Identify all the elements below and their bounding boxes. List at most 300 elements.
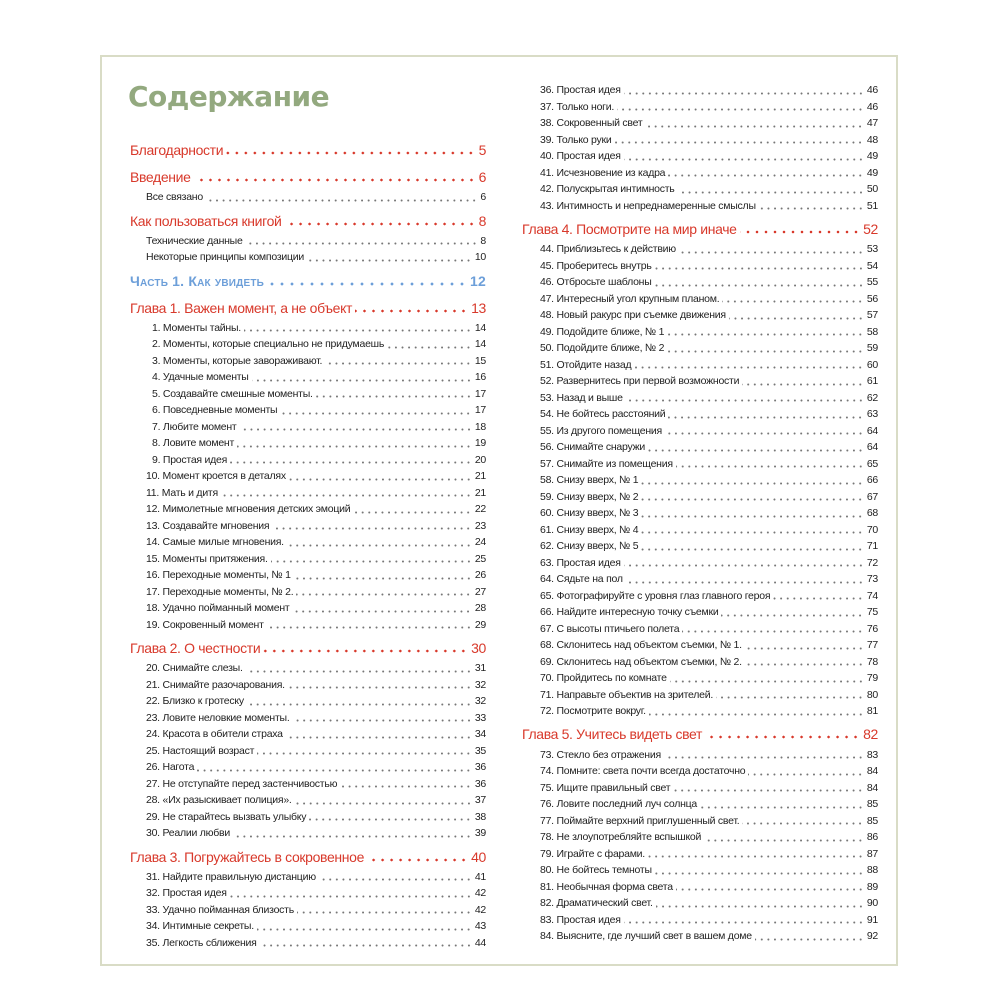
toc-entry[interactable] bbox=[130, 902, 486, 919]
leader-dots bbox=[319, 878, 472, 881]
toc-entry-title: 76. Ловите последний луч солнца bbox=[540, 798, 697, 810]
toc-entry-title: 44. Приблизьтесь к действию bbox=[540, 243, 676, 255]
toc-entry[interactable] bbox=[130, 369, 486, 386]
leader-dots bbox=[246, 242, 478, 245]
toc-entry[interactable] bbox=[130, 935, 486, 952]
toc-entry[interactable] bbox=[130, 809, 486, 826]
leader-dots bbox=[700, 806, 864, 809]
toc-entry[interactable] bbox=[522, 554, 878, 571]
toc-page-number: 68 bbox=[866, 507, 878, 519]
toc-entry-title: 75. Ищите правильный свет bbox=[540, 781, 671, 794]
toc-page-number: 49 bbox=[866, 150, 878, 162]
leader-dots bbox=[655, 284, 864, 287]
toc-entry[interactable] bbox=[522, 439, 878, 456]
toc-entry-title: 40. Простая идея bbox=[540, 150, 621, 162]
toc-entry-title: 32. Простая идея bbox=[146, 887, 227, 900]
toc-entry-title: 78. Не злоупотребляйте вспышкой bbox=[540, 831, 702, 843]
toc-entry[interactable] bbox=[522, 241, 878, 258]
toc-entry[interactable] bbox=[130, 759, 486, 776]
toc-page-number: 65 bbox=[866, 457, 878, 470]
leader-dots bbox=[309, 818, 472, 821]
toc-page-number: 81 bbox=[866, 705, 878, 717]
toc-entry[interactable] bbox=[522, 796, 878, 813]
toc-page-number: 74 bbox=[866, 589, 878, 602]
toc-entry-title: Глава 1. Важен момент, а не объект bbox=[130, 299, 353, 316]
toc-entry-title: 59. Снизу вверх, № 2 bbox=[540, 490, 639, 503]
leader-dots bbox=[664, 756, 864, 759]
toc-entry-title: Благодарности bbox=[130, 142, 224, 158]
toc-page-number: 44 bbox=[474, 936, 486, 949]
toc-page-number: 17 bbox=[474, 387, 486, 400]
toc-entry-title: 47. Интересный угол крупным планом. bbox=[540, 292, 720, 305]
toc-entry[interactable] bbox=[522, 505, 878, 522]
toc-page-number: 25 bbox=[474, 552, 486, 565]
toc-entry-title: 20. Снимайте слезы. bbox=[146, 662, 243, 675]
toc-page-number: 36 bbox=[474, 777, 486, 790]
toc-page-number: 40 bbox=[471, 848, 486, 865]
toc-entry[interactable] bbox=[130, 336, 486, 353]
leader-dots bbox=[670, 680, 864, 683]
toc-entry-title: 58. Снизу вверх, № 1 bbox=[540, 474, 639, 486]
toc-entry-title: 7. Любите момент bbox=[152, 420, 237, 433]
toc-page-number: 27 bbox=[474, 585, 486, 598]
toc-page-number: 29 bbox=[474, 618, 486, 631]
toc-entry[interactable] bbox=[522, 587, 878, 604]
toc-page-number: 12 bbox=[470, 272, 486, 289]
toc-page-number: 32 bbox=[474, 678, 486, 691]
toc-part-heading[interactable] bbox=[130, 269, 486, 293]
leader-dots bbox=[286, 736, 472, 739]
toc-entry[interactable] bbox=[522, 422, 878, 439]
toc-entry-title: 10. Момент кроется в деталях bbox=[146, 470, 286, 483]
leader-dots bbox=[387, 346, 472, 349]
toc-entry-title: 38. Сокровенный свет bbox=[540, 117, 643, 129]
toc-entry[interactable] bbox=[522, 878, 878, 895]
toc-entry[interactable] bbox=[522, 686, 878, 703]
toc-entry-title: 55. Из другого помещения bbox=[540, 424, 662, 437]
toc-entry[interactable] bbox=[522, 290, 878, 307]
toc-entry-title: 67. С высоты птичьего полета bbox=[540, 622, 680, 635]
leader-dots bbox=[624, 564, 864, 567]
toc-column-left bbox=[130, 138, 486, 951]
leader-dots bbox=[759, 207, 864, 210]
toc-entry[interactable] bbox=[522, 746, 878, 763]
toc-entry-title: 28. «Их разыскивает полиция». bbox=[146, 794, 292, 807]
toc-entry-title: 15. Моменты притяжения. bbox=[146, 552, 268, 565]
toc-entry[interactable] bbox=[522, 340, 878, 357]
leader-dots bbox=[624, 158, 864, 161]
toc-entry[interactable] bbox=[522, 406, 878, 423]
toc-entry-title: 13. Создавайте мгновения bbox=[146, 519, 270, 532]
toc-page-number: 59 bbox=[866, 342, 878, 354]
toc-entry[interactable] bbox=[522, 604, 878, 621]
toc-entry[interactable] bbox=[522, 131, 878, 148]
toc-page-number: 23 bbox=[474, 519, 486, 532]
toc-entry-title: 1. Моменты тайны. bbox=[152, 321, 241, 334]
toc-entry-title: 63. Простая идея bbox=[540, 556, 621, 569]
leader-dots bbox=[221, 494, 472, 497]
toc-page-number: 32 bbox=[474, 695, 486, 708]
leader-dots bbox=[367, 858, 468, 862]
toc-entry[interactable] bbox=[130, 419, 486, 436]
toc-chapter-heading[interactable] bbox=[522, 722, 878, 746]
toc-entry-title: 41. Исчезновение из кадра bbox=[540, 166, 666, 179]
toc-entry[interactable] bbox=[130, 743, 486, 760]
toc-page-number: 52 bbox=[863, 220, 878, 237]
leader-dots bbox=[285, 222, 476, 226]
toc-entry-title: 25. Настоящий возраст bbox=[146, 744, 255, 757]
toc-entry[interactable] bbox=[522, 488, 878, 505]
toc-entry-title: 56. Снимайте снаружи bbox=[540, 441, 645, 453]
toc-entry-title: Все связано bbox=[146, 191, 203, 204]
toc-entry[interactable] bbox=[522, 257, 878, 274]
leader-dots bbox=[742, 383, 864, 386]
toc-entry[interactable] bbox=[522, 653, 878, 670]
toc-entry[interactable] bbox=[522, 928, 878, 945]
toc-entry-title: 36. Простая идея bbox=[540, 84, 621, 96]
leader-dots bbox=[655, 872, 864, 875]
toc-entry-title: 66. Найдите интересную точку съемки bbox=[540, 606, 719, 618]
toc-entry-title: 34. Интимные секреты. bbox=[146, 920, 254, 933]
toc-page-number: 20 bbox=[474, 453, 486, 466]
leader-dots bbox=[340, 785, 472, 788]
toc-entry[interactable] bbox=[522, 895, 878, 912]
leader-dots bbox=[292, 610, 471, 613]
leader-dots bbox=[293, 719, 472, 722]
leader-dots bbox=[673, 789, 864, 792]
toc-page-number: 55 bbox=[866, 276, 878, 288]
leader-dots bbox=[280, 412, 471, 415]
toc-entry[interactable] bbox=[130, 452, 486, 469]
toc-page-number: 21 bbox=[474, 486, 486, 499]
toc-entry[interactable] bbox=[130, 600, 486, 617]
toc-entry[interactable] bbox=[522, 197, 878, 214]
toc-entry-title: Глава 3. Погружайтесь в сокровенное bbox=[130, 848, 365, 865]
toc-entry[interactable] bbox=[522, 812, 878, 829]
toc-entry[interactable] bbox=[522, 115, 878, 132]
toc-entry-title: 70. Пройдитесь по комнате bbox=[540, 672, 667, 684]
leader-dots bbox=[676, 465, 864, 468]
toc-entry[interactable] bbox=[130, 693, 486, 710]
toc-page-number: 8 bbox=[478, 212, 486, 229]
toc-entry-title: 62. Снизу вверх, № 5 bbox=[540, 540, 639, 552]
toc-entry-title: 24. Красота в обители страха bbox=[146, 728, 283, 741]
toc-chapter-heading[interactable] bbox=[130, 845, 486, 869]
toc-entry[interactable] bbox=[522, 373, 878, 390]
toc-entry-title: 39. Только руки bbox=[540, 133, 612, 146]
toc-entry[interactable] bbox=[130, 792, 486, 809]
toc-entry[interactable] bbox=[130, 617, 486, 634]
toc-page-number: 75 bbox=[866, 606, 878, 618]
leader-dots bbox=[667, 350, 864, 353]
toc-page-number: 82 bbox=[863, 726, 878, 743]
leader-dots bbox=[740, 230, 861, 234]
toc-page-number: 14 bbox=[474, 338, 486, 351]
toc-entry-title: 73. Стекло без отражения bbox=[540, 748, 661, 761]
toc-page-number: 62 bbox=[866, 391, 878, 404]
toc-entry[interactable] bbox=[522, 164, 878, 181]
leader-dots bbox=[353, 511, 471, 514]
toc-page-number: 36 bbox=[474, 761, 486, 774]
toc-entry-title: Как пользоваться книгой bbox=[130, 212, 282, 229]
toc-entry[interactable] bbox=[130, 825, 486, 842]
toc-entry-title: 57. Снимайте из помещения bbox=[540, 457, 673, 470]
toc-page-number: 84 bbox=[866, 765, 878, 777]
toc-entry-title: 26. Нагота bbox=[146, 761, 195, 774]
toc-entry[interactable] bbox=[130, 551, 486, 568]
toc-page-number: 18 bbox=[474, 420, 486, 433]
toc-entry-title: Введение bbox=[130, 169, 191, 185]
toc-entry-title: 4. Удачные моменты bbox=[152, 371, 249, 384]
toc-entry-title: 50. Подойдите ближе, № 2 bbox=[540, 342, 665, 354]
leader-dots bbox=[704, 839, 864, 842]
toc-entry-title: 21. Снимайте разочарования. bbox=[146, 678, 285, 691]
toc-page-number: 6 bbox=[478, 169, 486, 185]
toc-entry[interactable] bbox=[522, 98, 878, 115]
toc-chapter-heading[interactable] bbox=[130, 296, 486, 320]
toc-entry[interactable] bbox=[522, 323, 878, 340]
toc-chapter-heading[interactable] bbox=[130, 636, 486, 660]
leader-dots bbox=[678, 191, 864, 194]
toc-page-number: 38 bbox=[474, 810, 486, 823]
toc-entry-title: Глава 4. Посмотрите на мир иначе bbox=[522, 220, 737, 237]
toc-entry-title: 31. Найдите правильную дистанцию bbox=[146, 870, 316, 883]
toc-page-number: 83 bbox=[866, 748, 878, 761]
leader-dots bbox=[682, 630, 863, 633]
toc-entry[interactable] bbox=[522, 845, 878, 862]
toc-entry[interactable] bbox=[522, 620, 878, 637]
leader-dots bbox=[230, 895, 472, 898]
toc-entry[interactable] bbox=[522, 763, 878, 780]
toc-page-number: 88 bbox=[866, 864, 878, 876]
leader-dots bbox=[742, 822, 863, 825]
leader-dots bbox=[233, 835, 472, 838]
toc-entry[interactable] bbox=[522, 82, 878, 99]
toc-entry-title: 22. Близко к гротеску bbox=[146, 695, 244, 708]
leader-dots bbox=[745, 647, 864, 650]
toc-page-number: 58 bbox=[866, 325, 878, 338]
toc-entry[interactable] bbox=[522, 307, 878, 324]
leader-dots bbox=[244, 329, 472, 332]
toc-entry-title: 49. Подойдите ближе, № 1 bbox=[540, 325, 665, 338]
toc-entry[interactable] bbox=[130, 584, 486, 601]
toc-entry[interactable] bbox=[130, 320, 486, 337]
toc-entry-title: 3. Моменты, которые завораживают. bbox=[152, 354, 323, 367]
toc-entry-title: 27. Не отступайте перед застенчивостью bbox=[146, 777, 338, 790]
toc-entry[interactable] bbox=[522, 521, 878, 538]
toc-page-number: 49 bbox=[866, 166, 878, 179]
toc-entry[interactable] bbox=[130, 386, 486, 403]
toc-page-number: 37 bbox=[474, 794, 486, 807]
leader-dots bbox=[267, 626, 472, 629]
toc-entry[interactable] bbox=[130, 435, 486, 452]
leader-dots bbox=[668, 416, 863, 419]
leader-dots bbox=[288, 686, 472, 689]
leader-dots bbox=[614, 141, 863, 144]
toc-chapter-heading[interactable] bbox=[130, 138, 486, 162]
toc-page-number: 71 bbox=[866, 540, 878, 552]
toc-entry-title: Глава 2. О честности bbox=[130, 640, 261, 656]
toc-page-number: 77 bbox=[866, 639, 878, 651]
toc-entry[interactable] bbox=[522, 703, 878, 720]
leader-dots bbox=[641, 482, 863, 485]
toc-entry[interactable] bbox=[522, 779, 878, 796]
toc-entry[interactable] bbox=[130, 249, 486, 266]
toc-entry[interactable] bbox=[130, 468, 486, 485]
toc-entry-title: 37. Только ноги. bbox=[540, 100, 615, 113]
leader-dots bbox=[745, 663, 864, 666]
toc-entry-title: 43. Интимность и непреднамеренные смыслы bbox=[540, 199, 756, 212]
toc-entry[interactable] bbox=[130, 534, 486, 551]
toc-entry-title: 74. Помните: света почти всегда достаточно bbox=[540, 765, 746, 777]
leader-dots bbox=[316, 395, 472, 398]
toc-page-number: 13 bbox=[471, 299, 486, 316]
toc-entry[interactable] bbox=[130, 233, 486, 250]
toc-entry-title: 18. Удачно пойманный момент bbox=[146, 602, 290, 615]
toc-page-number: 22 bbox=[474, 503, 486, 516]
toc-entry-title: 2. Моменты, которые специально не придумаешь bbox=[152, 338, 385, 351]
toc-entry[interactable] bbox=[130, 869, 486, 886]
toc-page-number: 41 bbox=[474, 870, 486, 883]
toc-entry[interactable] bbox=[522, 538, 878, 555]
toc-page-number: 90 bbox=[866, 897, 878, 909]
leader-dots bbox=[296, 593, 471, 596]
toc-page-number: 42 bbox=[474, 903, 486, 916]
toc-entry-title: 69. Склонитесь над объектом съемки, № 2. bbox=[540, 655, 742, 668]
leader-dots bbox=[665, 432, 864, 435]
toc-page-number: 31 bbox=[474, 662, 486, 675]
toc-page-number: 30 bbox=[471, 640, 486, 656]
toc-entry[interactable] bbox=[522, 637, 878, 654]
leader-dots bbox=[230, 461, 472, 464]
toc-entry[interactable] bbox=[130, 726, 486, 743]
toc-chapter-heading[interactable] bbox=[130, 165, 486, 189]
toc-page-number: 39 bbox=[474, 827, 486, 840]
leader-dots bbox=[260, 944, 472, 947]
toc-page-number: 76 bbox=[866, 622, 878, 635]
toc-entry[interactable] bbox=[522, 389, 878, 406]
toc-page-number: 56 bbox=[866, 292, 878, 305]
toc-entry-title: 45. Проберитесь внутрь bbox=[540, 259, 652, 272]
toc-entry[interactable] bbox=[130, 567, 486, 584]
toc-entry-title: 35. Легкость сближения bbox=[146, 936, 257, 949]
toc-entry-title: Глава 5. Учитесь видеть свет bbox=[522, 726, 703, 743]
toc-page-number: 26 bbox=[474, 569, 486, 582]
toc-entry-title: 14. Самые милые мгновения. bbox=[146, 536, 284, 549]
toc-entry-title: 72. Посмотрите вокруг. bbox=[540, 705, 646, 717]
toc-page-number: 16 bbox=[474, 371, 486, 384]
toc-entry-title: 64. Сядьте на пол bbox=[540, 573, 623, 585]
toc-entry[interactable] bbox=[522, 455, 878, 472]
toc-entry[interactable] bbox=[130, 918, 486, 935]
leader-dots bbox=[676, 888, 864, 891]
toc-entry-title: 77. Поймайте верхний приглушенный свет. bbox=[540, 814, 740, 827]
toc-entry[interactable] bbox=[522, 571, 878, 588]
toc-page-number: 63 bbox=[866, 408, 878, 420]
toc-entry[interactable] bbox=[522, 356, 878, 373]
toc-entry[interactable] bbox=[130, 885, 486, 902]
leader-dots bbox=[716, 696, 864, 699]
toc-entry[interactable] bbox=[130, 485, 486, 502]
toc-entry-title: 5. Создавайте смешные моменты. bbox=[152, 387, 313, 400]
toc-page-number: 48 bbox=[866, 133, 878, 146]
leader-dots bbox=[307, 259, 472, 262]
leader-dots bbox=[641, 531, 863, 534]
leader-dots bbox=[667, 333, 864, 336]
leader-dots bbox=[226, 151, 475, 155]
toc-entry-title: Некоторые принципы композиции bbox=[146, 251, 304, 264]
leader-dots bbox=[272, 527, 471, 530]
toc-page-number: 57 bbox=[866, 309, 878, 321]
toc-entry[interactable] bbox=[130, 776, 486, 793]
leader-dots bbox=[721, 614, 863, 617]
toc-entry[interactable] bbox=[522, 181, 878, 198]
toc-entry-title: 16. Переходные моменты, № 1 bbox=[146, 569, 291, 582]
toc-page-number: 24 bbox=[474, 536, 486, 549]
leader-dots bbox=[645, 125, 863, 128]
leader-dots bbox=[729, 317, 864, 320]
toc-page-number: 46 bbox=[866, 100, 878, 113]
toc-entry-title: 54. Не бойтесь расстояний bbox=[540, 408, 666, 420]
toc-entry[interactable] bbox=[522, 911, 878, 928]
leader-dots bbox=[297, 911, 472, 914]
toc-entry[interactable] bbox=[522, 274, 878, 291]
toc-entry[interactable] bbox=[130, 518, 486, 535]
toc-page-number: 14 bbox=[474, 321, 486, 334]
toc-chapter-heading[interactable] bbox=[130, 209, 486, 233]
toc-entry[interactable] bbox=[130, 660, 486, 677]
toc-page-number: 72 bbox=[866, 556, 878, 569]
toc-entry-title: 42. Полускрытая интимность bbox=[540, 183, 675, 195]
toc-entry[interactable] bbox=[522, 148, 878, 165]
leader-dots bbox=[240, 428, 472, 431]
toc-entry-title: 29. Не старайтесь вызвать улыбку bbox=[146, 810, 307, 823]
toc-chapter-heading[interactable] bbox=[522, 217, 878, 241]
toc-column-right bbox=[522, 82, 878, 945]
toc-entry-title: 12. Мимолетные мгновения детских эмоций bbox=[146, 503, 351, 516]
toc-page-number: 80 bbox=[866, 688, 878, 701]
toc-entry-title: 52. Развернитесь при первой возможности bbox=[540, 375, 740, 387]
page-title: Содержание bbox=[128, 80, 330, 113]
toc-entry[interactable] bbox=[130, 402, 486, 419]
toc-page-number: 92 bbox=[866, 930, 878, 942]
leader-dots bbox=[624, 921, 864, 924]
toc-entry-title: 8. Ловите момент bbox=[152, 437, 235, 450]
toc-page-number: 5 bbox=[478, 142, 486, 158]
toc-entry-title: 65. Фотографируйте с уровня глаз главного героя bbox=[540, 589, 771, 602]
toc-entry[interactable] bbox=[130, 501, 486, 518]
toc-entry[interactable] bbox=[522, 862, 878, 879]
toc-entry[interactable] bbox=[522, 829, 878, 846]
leader-dots bbox=[722, 300, 863, 303]
toc-page-number: 42 bbox=[474, 887, 486, 900]
toc-entry[interactable] bbox=[522, 472, 878, 489]
toc-entry[interactable] bbox=[130, 189, 486, 206]
toc-entry-title: 83. Простая идея bbox=[540, 913, 621, 926]
leader-dots bbox=[641, 548, 863, 551]
toc-entry[interactable] bbox=[522, 670, 878, 687]
toc-page-number: 66 bbox=[866, 474, 878, 486]
toc-entry-title: 11. Мать и дитя bbox=[146, 486, 218, 499]
toc-page-number: 8 bbox=[480, 234, 486, 247]
toc-entry-title: 46. Отбросьте шаблоны bbox=[540, 276, 652, 288]
toc-entry[interactable] bbox=[130, 353, 486, 370]
toc-entry[interactable] bbox=[130, 677, 486, 694]
leader-dots bbox=[705, 735, 860, 739]
toc-entry-title: 68. Склонитесь над объектом съемки, № 1. bbox=[540, 639, 742, 651]
toc-page-number: 91 bbox=[866, 913, 878, 926]
toc-entry[interactable] bbox=[130, 710, 486, 727]
